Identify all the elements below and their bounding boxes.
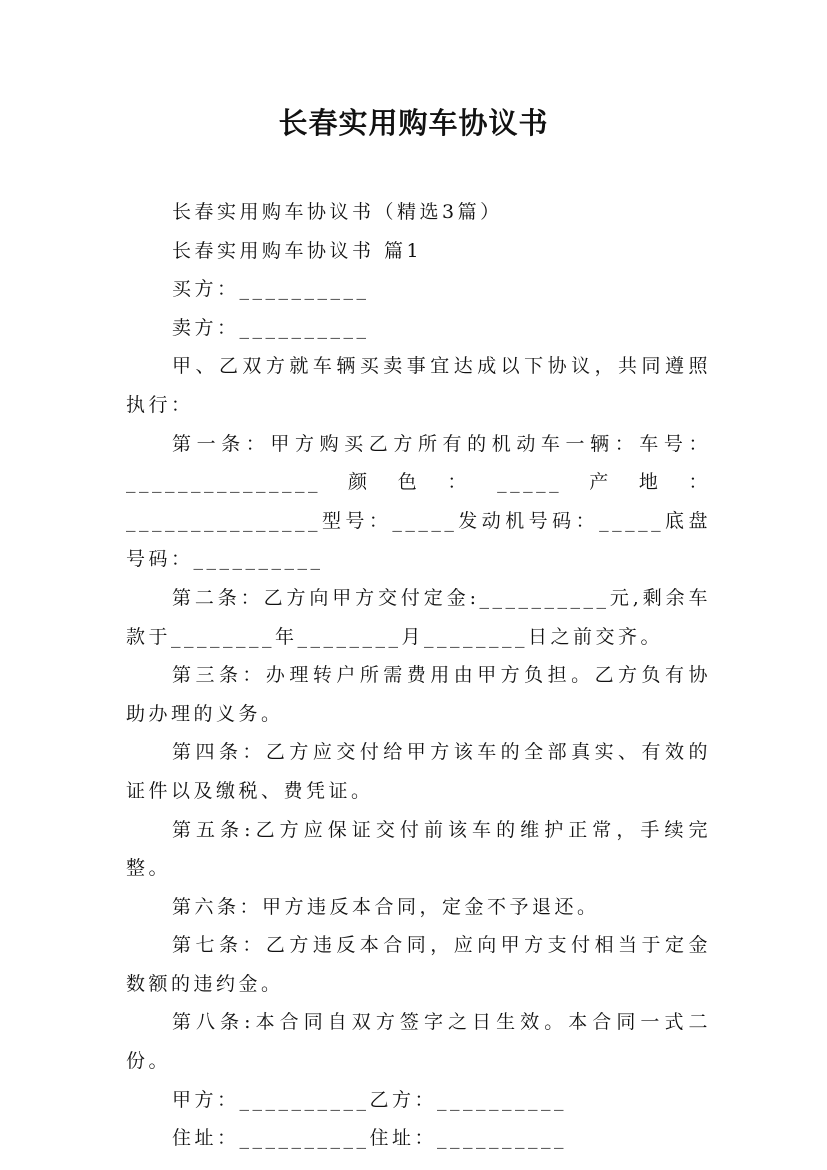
clause-6: 第六条：甲方违反本合同，定金不予退还。: [172, 895, 600, 918]
address-line: 住址：__________住址：__________: [172, 1127, 568, 1150]
clause-2: 第二条：乙方向甲方交付定金:__________元,剩余车款于________年________月________日之前交齐。: [126, 586, 711, 648]
seller-line: 卖方：__________: [172, 316, 370, 339]
signature-line: 甲方：__________乙方：__________: [172, 1088, 568, 1111]
intro-paragraph: 甲、乙双方就车辆买卖事宜达成以下协议，共同遵照执行：: [126, 355, 711, 416]
clause-3: 第三条：办理转户所需费用由甲方负担。乙方负有协助办理的义务。: [126, 664, 711, 725]
section-heading: 长春实用购车协议书 篇1: [172, 239, 423, 262]
clause-4: 第四条：乙方应交付给甲方该车的全部真实、有效的证件以及缴税、费凭证。: [126, 741, 711, 802]
clause-8: 第八条:本合同自双方签字之日生效。本合同一式二份。: [126, 1011, 711, 1073]
clause-7: 第七条：乙方违反本合同，应向甲方支付相当于定金数额的违约金。: [126, 934, 711, 995]
buyer-line: 买方：__________: [172, 278, 370, 301]
clause-5: 第五条:乙方应保证交付前该车的维护正常，手续完整。: [126, 818, 711, 880]
document-body: [126, 193, 711, 1158]
subtitle-line: 长春实用购车协议书（精选3篇）: [172, 201, 503, 223]
clause-1: 第一条：甲方购买乙方所有的机动车一辆：车号：_______________颜色：_____产地：_______________型号：_____发动机号码：_____底盘号码：__________: [126, 432, 711, 571]
document-title: 长春实用购车协议书: [278, 106, 549, 140]
